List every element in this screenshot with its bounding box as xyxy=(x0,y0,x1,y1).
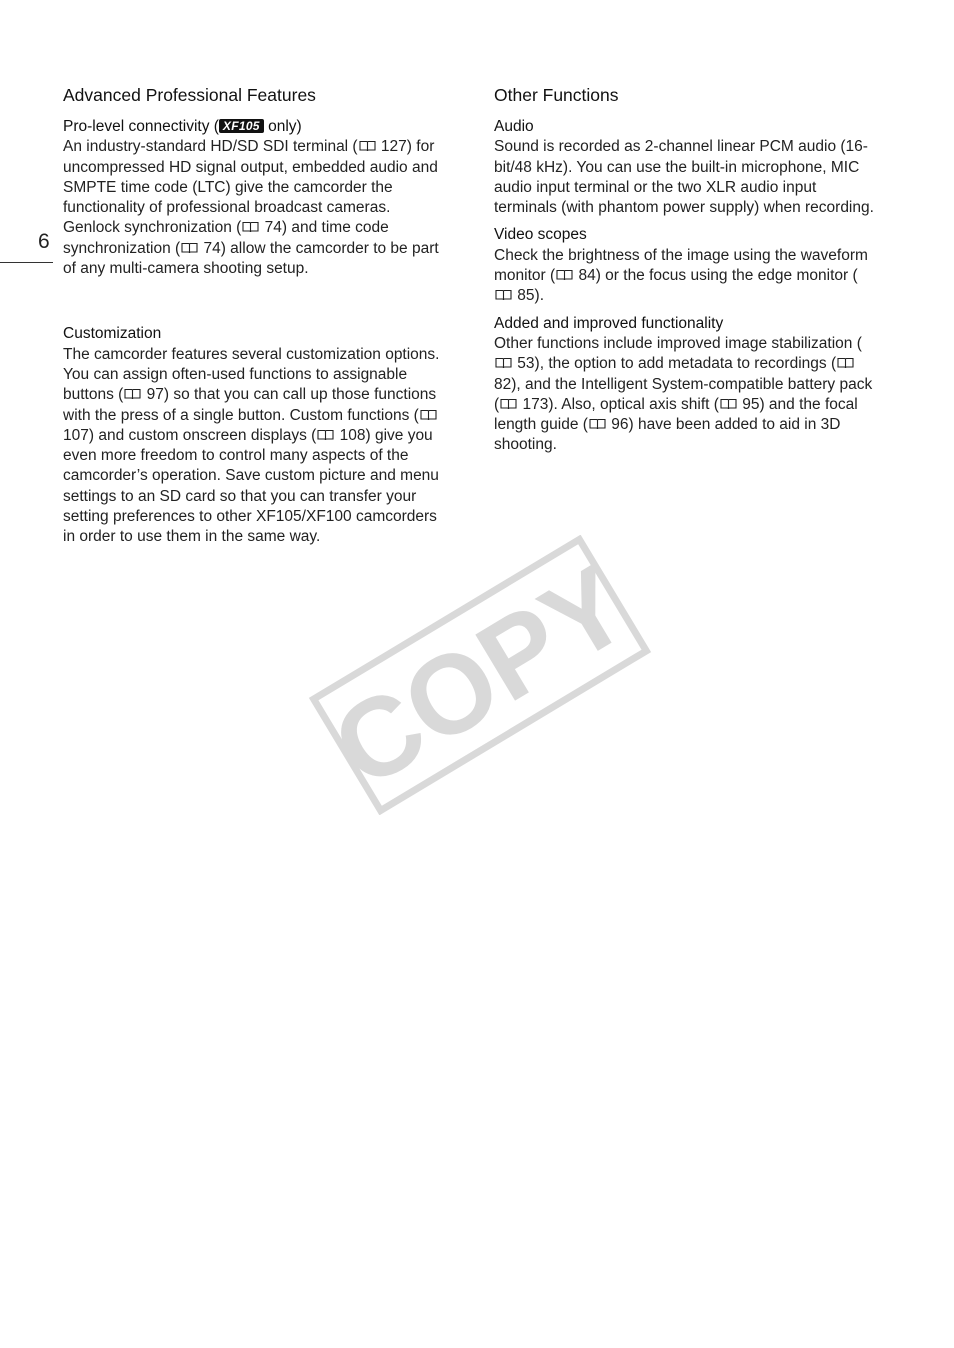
connectivity-heading xyxy=(63,117,443,137)
section-title-advanced-features: Advanced Professional Features xyxy=(63,85,316,105)
copy-watermark-stamp xyxy=(305,535,655,815)
video-scopes-heading: Video scopes xyxy=(494,226,587,244)
book-reference-icon xyxy=(124,388,141,400)
book-reference-icon xyxy=(589,418,606,430)
left-column xyxy=(63,82,443,555)
connectivity-text-2: for uncompressed HD signal output, embedded audio and SMPTE time code (LTC) give the camcorder the functionality of professional broadcast cameras. Genlock synchronization ( xyxy=(63,138,438,237)
added-ref-2: 82), and the Intelligent System-compatible battery pack ( xyxy=(494,375,873,413)
book-reference-icon xyxy=(720,398,737,410)
customization-ref-2: 107) and custom onscreen displays ( xyxy=(63,426,317,444)
xf105-badge: XF105 xyxy=(219,119,264,133)
customization-ref-1: 97) so that you can call up those functions with the press of a single button. Custom functions ( xyxy=(63,386,437,424)
page-number-rule xyxy=(0,262,53,263)
connectivity-block xyxy=(63,117,443,279)
added-ref-3: 173). Also, optical axis shift ( xyxy=(518,395,719,413)
video-scopes-block xyxy=(494,225,874,306)
book-reference-icon xyxy=(359,140,376,152)
customization-heading: Customization xyxy=(63,325,162,343)
customization-body xyxy=(63,345,443,548)
video-scopes-body xyxy=(494,246,874,307)
added-functionality-block xyxy=(494,314,874,456)
book-reference-icon xyxy=(317,429,334,441)
added-ref-1: 53), the option to add metadata to recordings ( xyxy=(513,355,837,373)
audio-heading: Audio xyxy=(494,118,534,135)
page-number: 6 xyxy=(38,230,50,253)
video-scopes-ref-1: 84) or the focus using the edge monitor ( xyxy=(574,267,858,285)
added-text-1: Other functions include improved image stabilization ( xyxy=(494,334,862,352)
book-reference-icon xyxy=(495,289,512,301)
connectivity-heading-prefix: Pro-level connectivity ( xyxy=(63,118,219,135)
audio-body: Sound is recorded as 2-channel linear PCM audio (16-bit/48 kHz). You can use the built-in microphone, MIC audio input terminal or the two XLR audio input terminals (with phantom power supply) when recording. xyxy=(494,138,874,217)
video-scopes-text-1: Check the brightness of the image using the waveform monitor ( xyxy=(494,246,868,285)
connectivity-ref-3: 74) allow the camcorder to be part of any multi-camera shooting setup. xyxy=(63,239,439,278)
book-reference-icon xyxy=(500,398,517,410)
connectivity-ref-2: 74) and time code synchronization ( xyxy=(63,219,389,257)
connectivity-ref-1: 127) xyxy=(376,138,412,156)
video-scopes-ref-2: 85). xyxy=(513,287,545,305)
book-reference-icon xyxy=(556,269,573,281)
watermark-text: COPY xyxy=(312,540,649,812)
book-reference-icon xyxy=(242,221,259,233)
customization-block xyxy=(63,324,443,547)
section-title-other-functions: Other Functions xyxy=(494,85,619,105)
connectivity-body xyxy=(63,137,443,279)
book-reference-icon xyxy=(420,409,437,421)
book-reference-icon xyxy=(181,242,198,254)
audio-block xyxy=(494,117,874,218)
right-column xyxy=(494,82,874,463)
added-functionality-heading: Added and improved functionality xyxy=(494,314,724,332)
book-reference-icon xyxy=(495,357,512,369)
customization-text-1: The camcorder features several customization options. You can assign often-used functions to assignable buttons ( xyxy=(63,345,440,404)
connectivity-heading-suffix: only) xyxy=(263,118,302,135)
customization-ref-3: 108) give you even more freedom to control many aspects of the camcorder’s operation. Save custom picture and menu settings to an SD card so that you can transfer your setting preferences to other XF105/XF100 camcorders in order to use them in the same way. xyxy=(63,426,439,546)
connectivity-text-1: An industry-standard HD/SD SDI terminal ( xyxy=(63,138,358,156)
added-functionality-body xyxy=(494,334,874,456)
added-ref-5: 96) have been added to aid in 3D shooting. xyxy=(494,416,841,454)
book-reference-icon xyxy=(837,357,854,369)
added-ref-4: 95) and the focal length guide ( xyxy=(494,395,858,434)
